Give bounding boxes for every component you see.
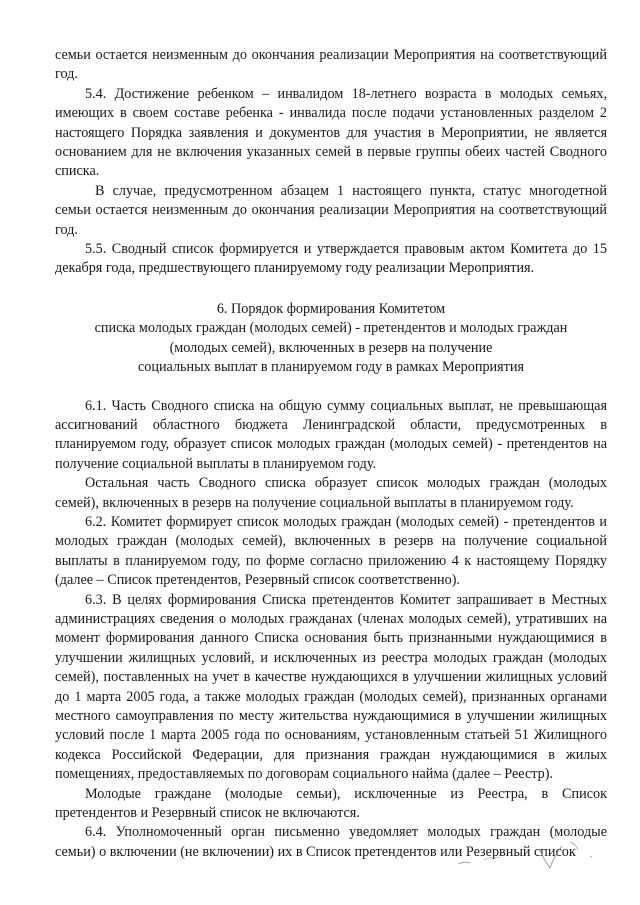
heading-line-3: (молодых семей), включенных в резерв на получение [169, 339, 493, 356]
paragraph-continuation: семьи остается неизменным до окончания реализации Мероприятия на соответствующий год. [55, 47, 607, 83]
document-body [55, 46, 607, 862]
paragraph-6-2: 6.2. Комитет формирует список молодых граждан (молодых семей) - претендентов и молодых граждан (молодых семей), включенных в резерв на получение социальной выплаты в планируемом году, по форме согласно приложению 4 к настоящему Порядку (далее – Список претендентов, Резервный список соответственно). [55, 513, 607, 589]
paragraph-6-4: 6.4. Уполномоченный орган письменно уведомляет молодых граждан (молодые семьи) о включении (не включении) их в Список претендентов или Резервный список [55, 824, 607, 860]
paragraph-6-1: 6.1. Часть Сводного списка на общую сумму социальных выплат, не превышающая ассигнований областного бюджета Ленинградской области, предусмотренных в планируемом году, образует список молодых граждан (молодых семей) - претендентов на получение социальной выплаты в планируемом году. [55, 397, 607, 472]
paragraph-5-5: 5.5. Сводный список формируется и утверждается правовым актом Комитета до 15 декабря года, предшествующего планируемому году реализации Мероприятия. [55, 241, 607, 277]
paragraph-6-3-excluded: Молодые граждане (молодые семьи), исключенные из Реестра, в Список претендентов и Резервный список не включаются. [55, 785, 607, 822]
scan-artifact-marks [440, 822, 620, 882]
heading-line-1: 6. Порядок формирования Комитетом [216, 300, 446, 317]
heading-line-2: списка молодых граждан (молодых семей) - претендентов и молодых граждан [94, 320, 568, 337]
paragraph-5-4: 5.4. Достижение ребенком – инвалидом 18-летнего возраста в молодых семьях, имеющих в своем составе ребенка - инвалида после подачи установленных разделом 2 настоящего Порядка заявления и документов для участия в Мероприятии, не является основанием для не включения указанных семей в первые группы обеих частей Сводного списка. [55, 85, 607, 180]
paragraph-5-4-case: В случае, предусмотренном абзацем 1 настоящего пункта, статус многодетной семьи остается неизменным до окончания реализации Мероприятия на соответствующий год. [55, 182, 607, 238]
paragraph-6-1-remainder: Остальная часть Сводного списка образует список молодых граждан (молодых семей), включенных в резерв на получение социальной выплаты в планируемом году. [55, 475, 607, 511]
heading-line-4: социальных выплат в планируемом году в рамках Мероприятия [137, 359, 524, 376]
section-6-heading [55, 300, 607, 378]
paragraph-6-3: 6.3. В целях формирования Списка претендентов Комитет запрашивает в Местных администрациях сведения о молодых гражданах (членах молодых семей), утративших на момент формирования данного Списка основания быть признанными нуждающимися в улучшении жилищных условий, и исключенных из реестра молодых граждан (молодых семей), поставленных на учет в качестве нуждающихся в улучшении жилищных условий до 1 марта 2005 года, а также молодых граждан (молодых семей), признанных органами местного самоуправления по месту жительства нуждающимися в улучшении жилищных условий после 1 марта 2005 года по основаниям, установленным статьей 51 Жилищного кодекса Российской Федерации, для признания граждан нуждающимися в жилых помещениях, предоставляемых по договорам социального найма (далее – Реестр). [55, 591, 607, 783]
